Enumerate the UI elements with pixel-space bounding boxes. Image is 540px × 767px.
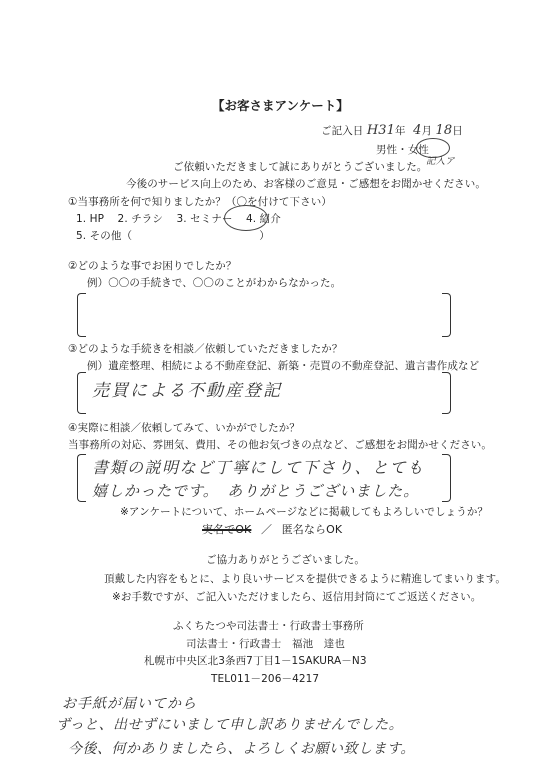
intro-line1: ご依頼いただきまして誠にありがとうございました。 (173, 161, 428, 173)
gender-female: 女性 (407, 144, 430, 156)
date-label: ご記入日 (321, 125, 364, 137)
thanks-line1: ご協力ありがとうございました。 (206, 554, 365, 566)
q2-question: ②どのような事でお困りでしたか？ (68, 260, 237, 272)
date-month: 4 (413, 123, 422, 138)
q3-answer: 売買による不動産登記 (92, 381, 282, 401)
q1-option-hp: 1. HP (76, 213, 105, 225)
q4-answer-line2: 嬉しかったです。 ありがとうございました。 (92, 482, 420, 500)
date-era: H31 (366, 123, 396, 138)
q3-question: ③どのような手続きを相談／依頼していただきましたか？ (68, 343, 343, 355)
q1-option-flyer: 2. チラシ (117, 213, 164, 225)
office-name: ふくちたつや司法書士・行政書士事務所 (173, 620, 364, 632)
thanks-line3: ※お手数ですが、ご記入いただけましたら、返信用封筒にてご返送ください。 (112, 591, 482, 603)
office-address: 札幌市中央区北3条西7丁目1－1SAKURA－N3 (144, 655, 367, 667)
q4-answer-bracket-right (442, 454, 451, 502)
q2-answer-bracket-right (442, 293, 451, 337)
date-day: 18 (435, 123, 453, 138)
q1-question: ①当事務所を何で知りましたか？（〇を付けて下さい） (68, 196, 332, 208)
office-tel: TEL011－206－4217 (211, 673, 320, 685)
publish-option-anon: 匿名ならOK (281, 523, 343, 536)
date-day-suffix: 日 (452, 125, 463, 137)
publish-sep: ／ (260, 523, 273, 536)
office-person: 司法書士・行政書士 福池 達也 (186, 638, 345, 650)
footer-note-line2: ずっと、出せずにいまして申し訳ありませんでした。 (56, 717, 404, 733)
date-row (321, 123, 463, 138)
date-month-suffix: 月 (421, 125, 433, 137)
date-year-suffix: 年 (395, 125, 406, 137)
q1-option-seminar: 3. セミナー (176, 213, 233, 225)
gender-male: 男性 (376, 144, 398, 156)
publish-question: ※アンケートについて、ホームページなどに掲載してもよろしいでしょうか？ (120, 506, 489, 518)
q4-answer-bracket-left (77, 454, 86, 502)
q2-answer-bracket-left (77, 293, 86, 337)
intro-line2: 今後のサービス向上のため、お客様のご意見・ご感想をお聞かせください。 (126, 178, 486, 190)
q3-answer-bracket-left (77, 372, 86, 414)
publish-options (202, 521, 342, 537)
q4-example: 当事務所の対応、雰囲気、費用、その他お気づきの点など、ご感想をお聞かせください。 (68, 439, 492, 451)
footer-note-line1: お手紙が届いてから (62, 696, 197, 712)
page-title: 【お客さまアンケート】 (212, 98, 349, 113)
gender-note: 記入ア (426, 156, 455, 167)
q4-answer-line1: 書類の説明など丁寧にして下さり、とても (92, 458, 425, 477)
gender-sep: ・ (397, 144, 408, 156)
thanks-line2: 頂戴した内容をもとに、より良いサービスを提供できるように精進してまいります。 (104, 573, 506, 585)
publish-option-real: 実名でOK (202, 523, 252, 536)
q1-option-referral: 4. 紹介 (245, 213, 281, 225)
q1-options-line2: 5. その他（ ） (76, 230, 270, 242)
q4-question: ④実際に相談／依頼してみて、いかがでしたか？ (68, 422, 300, 434)
footer-note-line3: 今後、何かありましたら、よろしくお願い致します。 (68, 741, 415, 757)
q3-answer-bracket-right (442, 372, 451, 414)
q3-example: 例）遺産整理、相続による不動産登記、新築・売買の不動産登記、遺言書作成など (87, 360, 480, 372)
q2-example: 例）〇〇の手続きで、〇〇のことがわからなかった。 (87, 277, 342, 289)
